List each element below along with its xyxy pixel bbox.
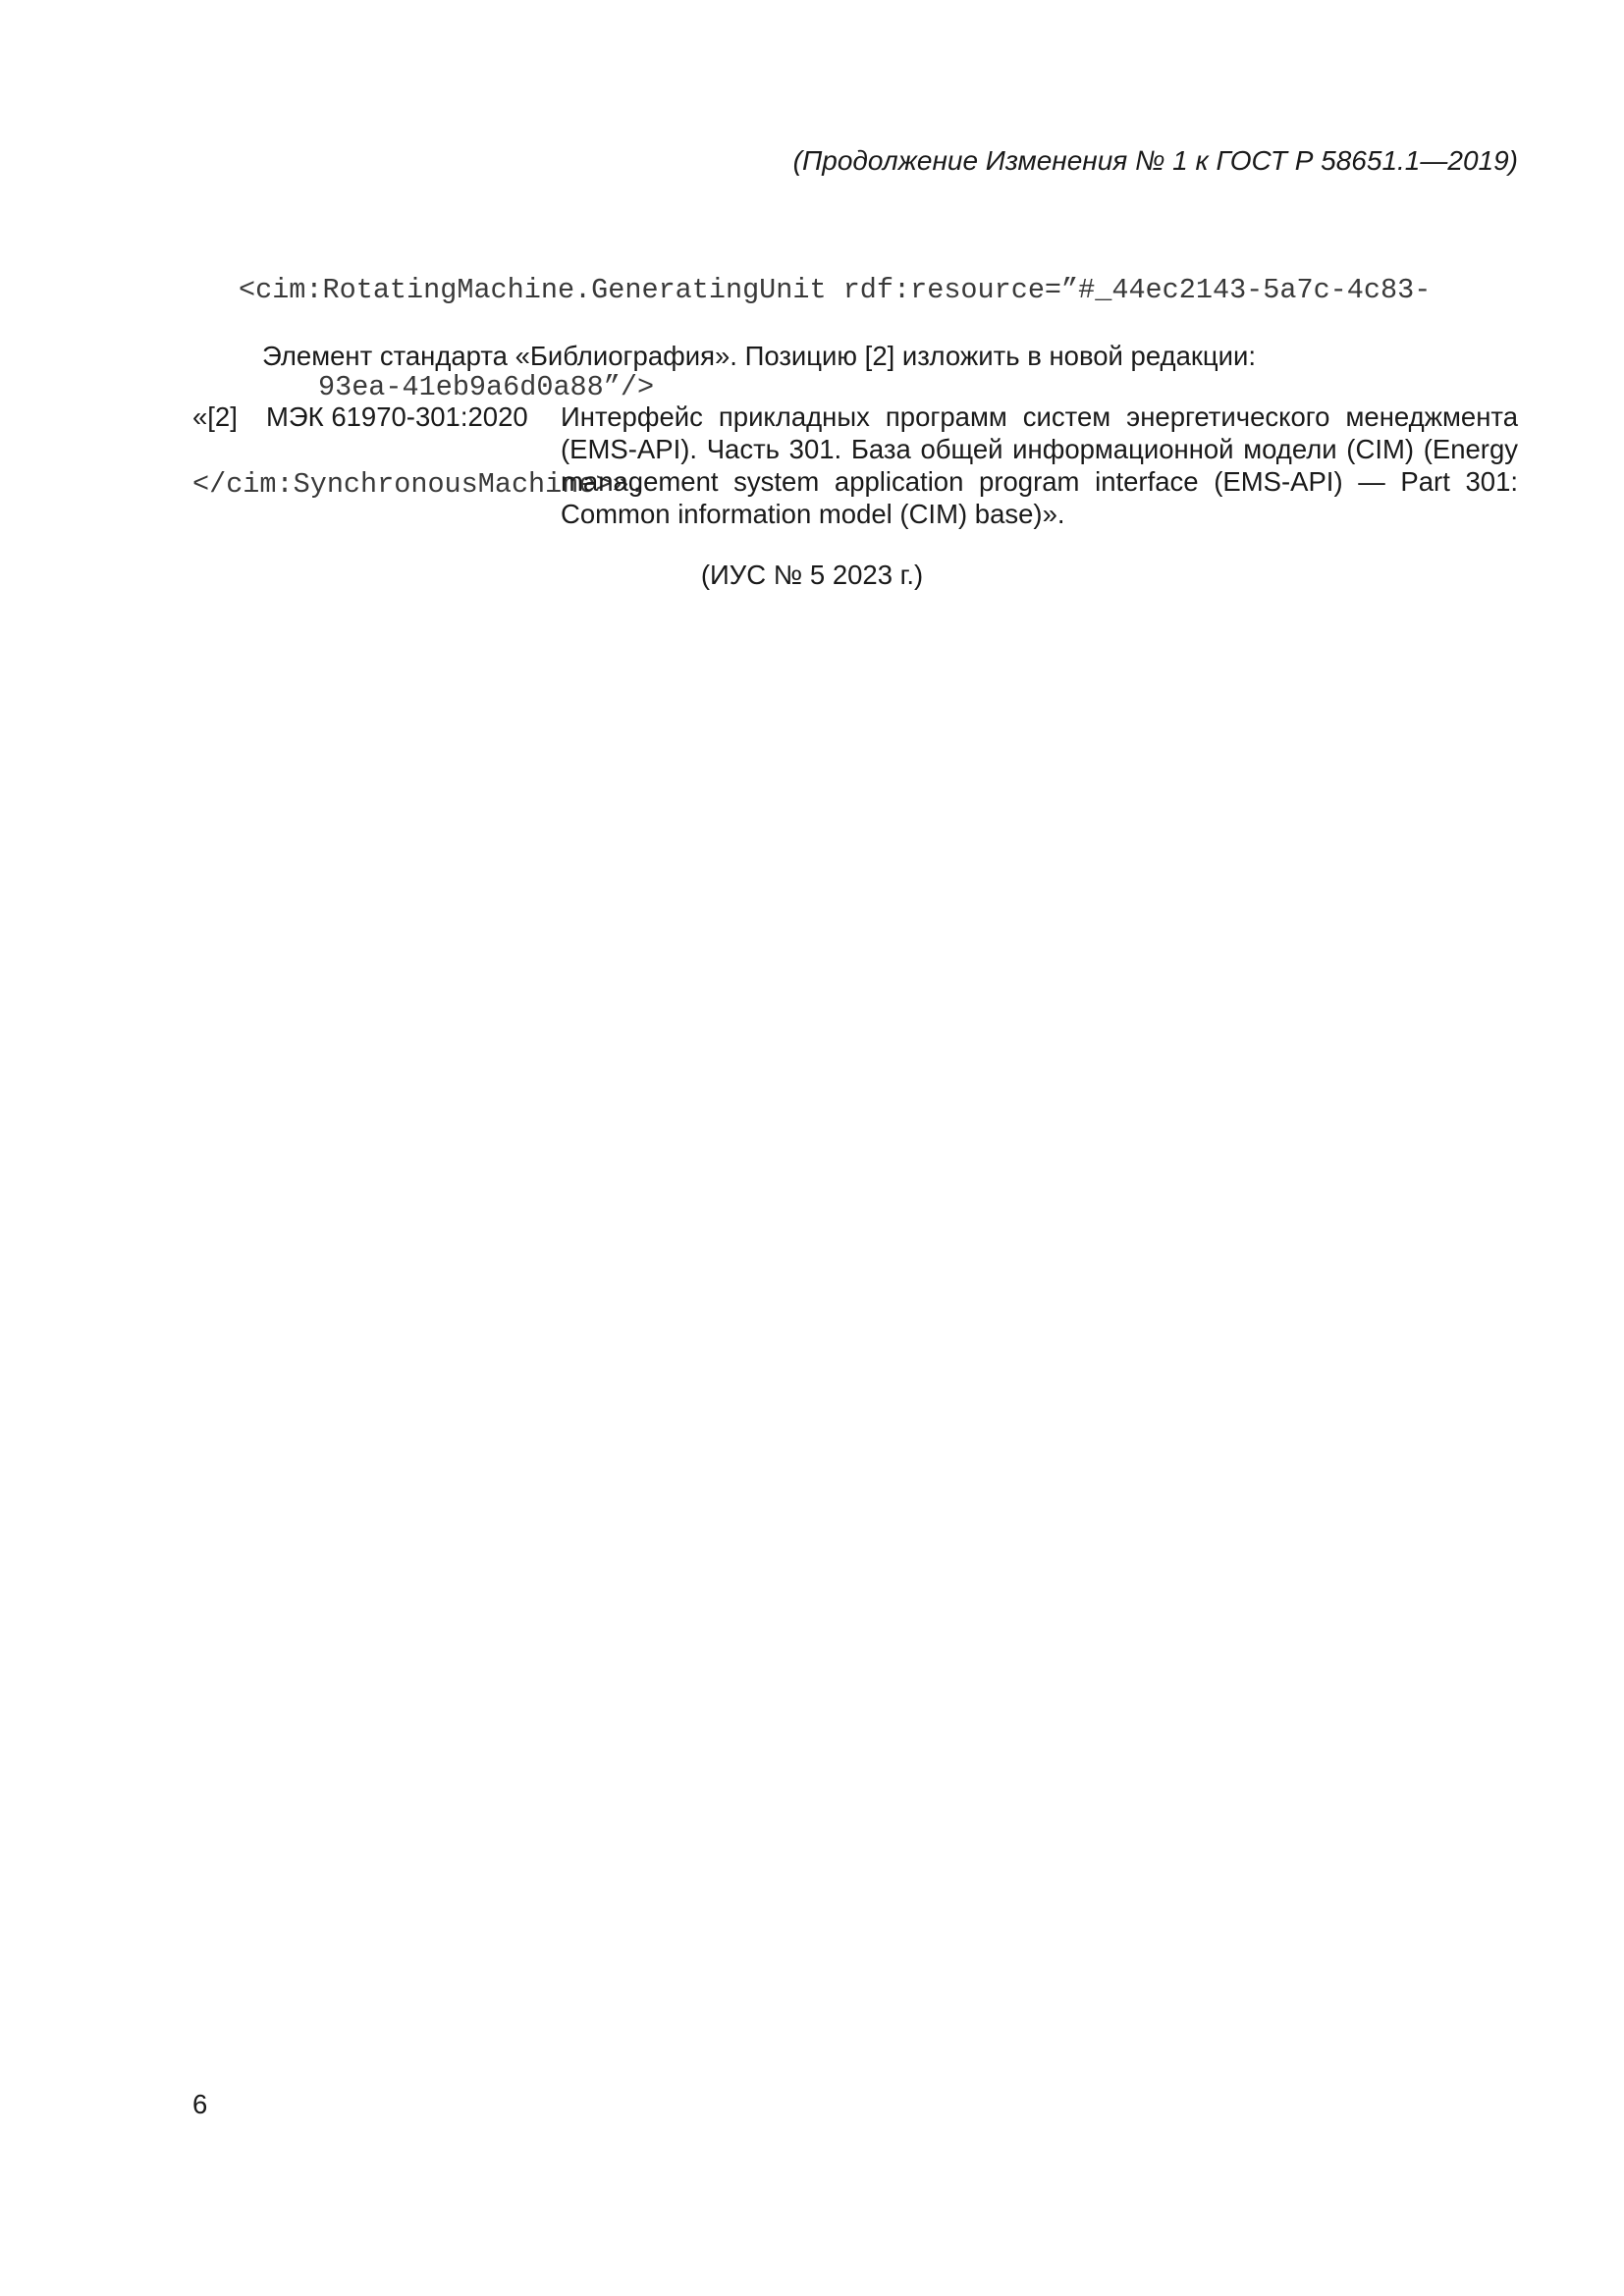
running-header: (Продолжение Изменения № 1 к ГОСТ Р 58651.1—2019) [792, 145, 1518, 176]
amendment-instruction: Элемент стандарта «Библиография». Позицию [2] изложить в новой редакции: [262, 341, 1257, 371]
ius-reference: (ИУС № 5 2023 г.) [700, 560, 924, 590]
code-line-1: <cim:RotatingMachine.GeneratingUnit rdf:resource=”#_44ec2143-5a7c-4c83- [239, 274, 1432, 306]
code-line-2: 93ea-41eb9a6d0a88”/> [318, 371, 655, 403]
bibliography-entry [192, 400, 1518, 528]
code-line-3: </cim:SynchronousMachine>». [192, 468, 646, 501]
page-number: 6 [192, 2089, 208, 2119]
bibliography-standard-code: МЭК 61970-301:2020 [266, 401, 528, 432]
bibliography-title: Интерфейс прикладных программ систем энергетического менеджмента (EMS-API). Часть 301. База общей информационной модели (CIM) (Energy management system application program interface (EMS-API) — Part 301: Common information model (CIM) base)». [561, 401, 1518, 529]
bibliography-number: «[2] [192, 401, 238, 432]
